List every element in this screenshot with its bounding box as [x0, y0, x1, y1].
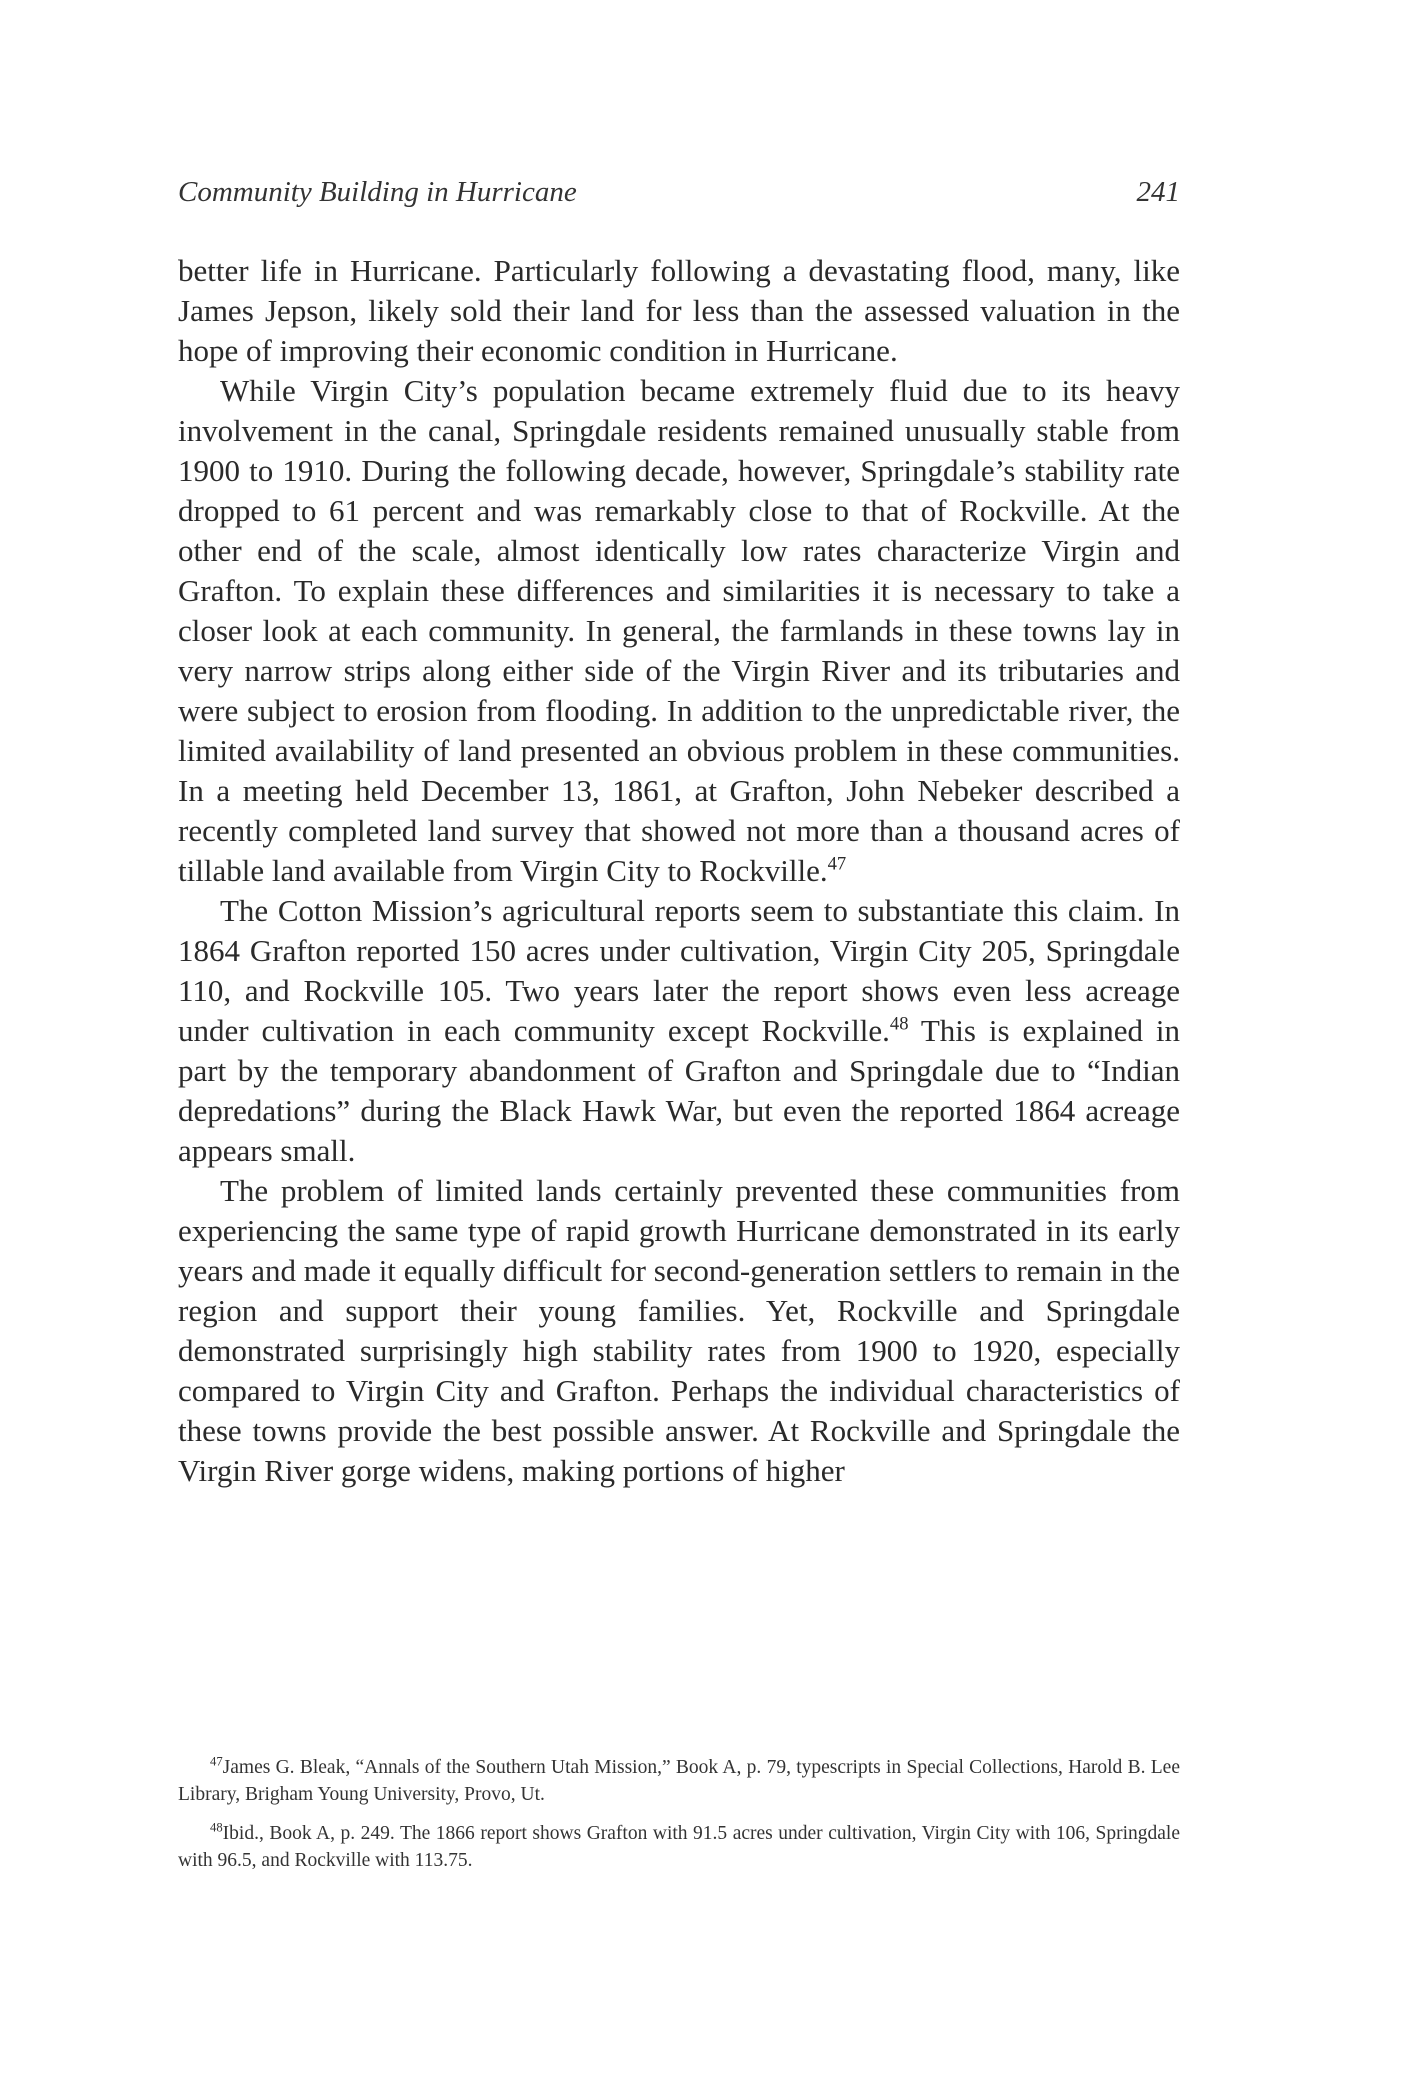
footnote-ref-47: 47 — [827, 853, 847, 875]
paragraph-2 — [178, 371, 1180, 891]
paragraph-3 — [178, 891, 1180, 1171]
footnote-ref-48: 48 — [889, 1013, 909, 1035]
paragraph-3-text-a: The Cotton Mission’s agricultural reports seem to substantiate this claim. In 1864 Grafton reported 150 acres under cultivation, Virgin City 205, Springdale 110, and Rockville 105. Two years later the report shows even less acreage under cultivation in each community except Rockville. — [178, 893, 1180, 1048]
footnote-47 — [178, 1754, 1180, 1808]
body-text — [178, 251, 1180, 1491]
paragraph-3-text-b: This is explained in part by the temporary abandonment of Grafton and Springdale due to “Indian depredations” during the Black Hawk War, but even the reported 1864 acreage appears small. — [178, 1013, 1180, 1168]
footnotes — [178, 1754, 1180, 1886]
paragraph-1 — [178, 251, 1180, 371]
footnote-number: 47 — [210, 1754, 223, 1769]
footnote-number: 48 — [210, 1820, 223, 1835]
paragraph-4-text: The problem of limited lands certainly prevented these communities from experiencing the same type of rapid growth Hurricane demonstrated in its early years and made it equally difficult for second-generation settlers to remain in the region and support their young families. Yet, Rockville and Springdale demonstrated surprisingly high stability rates from 1900 to 1920, especially compared to Virgin City and Grafton. Perhaps the individual characteristics of these towns provide the best possible answer. At Rockville and Springdale the Virgin River gorge widens, making portions of higher — [178, 1173, 1180, 1488]
paragraph-1-text: better life in Hurricane. Particularly following a devastating flood, many, like James Jepson, likely sold their land for less than the assessed valuation in the hope of improving their economic condition in Hurricane. — [178, 253, 1180, 368]
running-header — [178, 176, 1180, 216]
paragraph-2-text: While Virgin City’s population became extremely fluid due to its heavy involvement in the canal, Springdale residents remained unusually stable from 1900 to 1910. During the following decade, however, Springdale’s stability rate dropped to 61 percent and was remarkably close to that of Rockville. At the other end of the scale, almost identically low rates characterize Virgin and Grafton. To explain these differences and similarities it is necessary to take a closer look at each community. In general, the farmlands in these towns lay in very narrow strips along either side of the Virgin River and its tributaries and were subject to erosion from flooding. In addition to the unpredictable river, the limited availability of land presented an obvious problem in these communities. In a meeting held December 13, 1861, at Grafton, John Nebeker described a recently completed land survey that showed not more than a thousand acres of tillable land available from Virgin City to Rockville. — [178, 373, 1180, 888]
paragraph-4 — [178, 1171, 1180, 1491]
running-title: Community Building in Hurricane — [178, 176, 577, 208]
footnote-text: James G. Bleak, “Annals of the Southern Utah Mission,” Book A, p. 79, typescripts in Special Collections, Harold B. Lee Library, Brigham Young University, Provo, Ut. — [178, 1757, 1180, 1805]
footnote-48 — [178, 1820, 1180, 1874]
footnote-text: Ibid., Book A, p. 249. The 1866 report shows Grafton with 91.5 acres under cultivation, Virgin City with 106, Springdale with 96.5, and Rockville with 113.75. — [178, 1823, 1180, 1871]
page-number: 241 — [1136, 176, 1180, 208]
